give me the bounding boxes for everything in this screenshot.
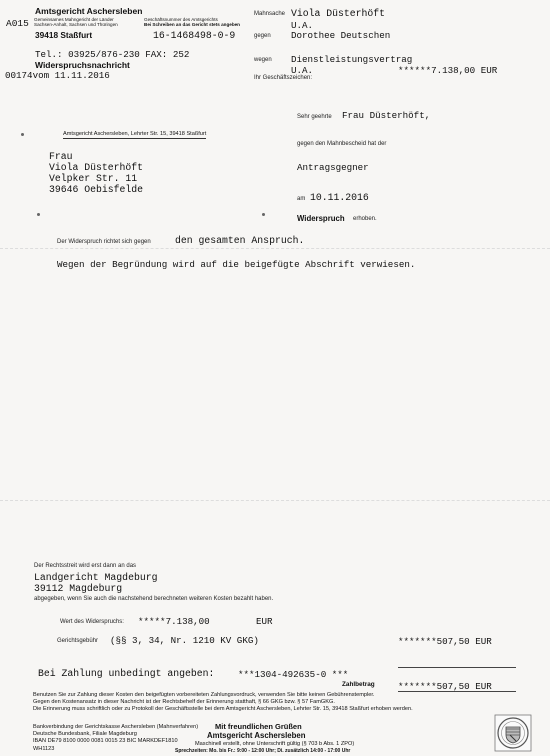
transfer-court-line-2: 39112 Magdeburg: [34, 583, 123, 594]
punch-mark: [262, 213, 265, 216]
case-number: 16-1468498-0-9: [153, 30, 236, 41]
punch-mark: [21, 133, 24, 136]
return-address: Amtsgericht Aschersleben, Lehrter Str. 15, 39418 Staßfurt: [63, 131, 207, 137]
office-hours: Sprechzeiten: Mo. bis Fr.: 9:00 - 12:00 Uhr; Di. zusätzlich 14:00 - 17:00 Uhr: [175, 748, 351, 754]
sender-phone: Tel.: 03925/876-230 FAX: 252: [35, 49, 190, 60]
form-id: WH1123: [33, 746, 55, 752]
reference-line: 00174vom 11.11.2016: [5, 70, 110, 81]
signer: Amtsgericht Aschersleben: [207, 731, 306, 740]
court-fee-amount: *******507,50 EUR: [398, 636, 492, 647]
claim-value-label: Wert des Widerspruchs:: [60, 619, 124, 625]
transfer-note: abgegeben, wenn Sie auch die nachstehend berechneten weiteren Kosten bezahlt haben.: [34, 596, 274, 602]
claim-subject: Dienstleistungsvertrag: [291, 54, 413, 65]
total-divider: [398, 667, 516, 668]
objection-reason: Wegen der Begründung wird auf die beigefügte Abschrift verwiesen.: [57, 259, 416, 270]
paper-fold: [0, 248, 550, 249]
objecting-party: Antragsgegner: [297, 162, 369, 173]
form-code: A015: [6, 18, 29, 29]
closing: Mit freundlichen Grüßen: [215, 722, 302, 731]
mahnsache-label: Mahnsache: [254, 11, 286, 17]
greeting-name: Frau Düsterhöft,: [342, 110, 431, 121]
sender-city: 39418 Staßfurt: [35, 30, 93, 40]
recipient-line-4: 39646 Oebisfelde: [49, 184, 144, 195]
sender-court-name: Amtsgericht Aschersleben: [35, 6, 143, 16]
court-fee-basis: (§§ 3, 34, Nr. 1210 KV GKG): [110, 635, 259, 646]
total-amount: *******507,50 EUR: [398, 681, 492, 692]
paper-fold: [0, 500, 550, 501]
your-reference-label: Ihr Geschäftszeichen:: [254, 75, 313, 81]
payment-reference-code: ***1304-492635-0 ***: [238, 669, 349, 680]
claim-value-amount: *****7.138,00: [138, 616, 210, 627]
sender-court-desc-2: Sachsen-Anhalt, Sachsen und Thüringen: [34, 22, 118, 27]
claim-amount: ******7.138,00 EUR: [398, 65, 498, 76]
fine-print-1: Benutzen Sie zur Zahlung dieser Kosten den beigefügten vorbereiteten Zahlungsvordruck, verwenden Sie bitte keinen Gebührenstempler.: [33, 692, 375, 698]
case-number-label: Geschäftsnummer des Amtsgerichts: [144, 17, 218, 22]
sender-court-desc-1: Gemeinsames Mahngericht der Länder: [34, 17, 114, 22]
claimant-ua: U.A.: [291, 20, 314, 31]
objection-date-label: am: [297, 196, 306, 202]
machine-note: Maschinell erstellt, ohne Unterschrift gültig (§ 703 b Abs. 1 ZPO): [195, 741, 355, 747]
wegen-label: wegen: [254, 57, 272, 63]
recipient-line-2: Viola Düsterhöft: [49, 162, 144, 173]
court-fee-label: Gerichtsgebühr: [57, 638, 99, 644]
bank-line-3: IBAN DE79 8100 0000 0081 0015 23 BIC MARKDEF1810: [33, 738, 178, 744]
court-seal-icon: [494, 714, 532, 752]
case-number-hint: Bei Schreiben an das Gericht stets angeben: [144, 22, 240, 27]
recipient-line-3: Velpker Str. 11: [49, 173, 138, 184]
gegen-label: gegen: [254, 33, 271, 39]
transfer-court-line-1: Landgericht Magdeburg: [34, 572, 158, 583]
transfer-intro: Der Rechtsstreit wird erst dann an das: [34, 563, 137, 569]
objection-date: 10.11.2016: [310, 192, 369, 203]
fine-print-3: Die Erinnerung muss schriftlich oder zu Protokoll der Geschäftsstelle bei dem Amtsgericht Aschersleben, Lehrter Str. 15, 39418 Staßfurt erhoben werden.: [33, 706, 413, 712]
claimant-name: Viola Düsterhöft: [291, 8, 386, 19]
objection-scope-label: Der Widerspruch richtet sich gegen: [57, 239, 151, 245]
bank-line-2: Deutsche Bundesbank, Filiale Magdeburg: [33, 731, 137, 737]
objection-scope: den gesamten Anspruch.: [175, 235, 305, 246]
greeting-label: Sehr geehrte: [297, 114, 332, 120]
bank-line-1: Bankverbindung der Gerichtskasse Aschersleben (Mahnverfahren): [33, 724, 199, 730]
fine-print-2: Gegen den Kostenansatz in dieser Nachricht ist der Rechtsbehelf der Erinnerung statthaft, § 66 GKG bzw. § 57 FamGKG.: [33, 699, 335, 705]
total-label: Zahlbetrag: [342, 681, 375, 688]
recipient-line-1: Frau: [49, 151, 73, 162]
payment-reference-label: Bei Zahlung unbedingt angeben:: [38, 668, 215, 679]
objection-against-label: gegen den Mahnbescheid hat der: [297, 141, 387, 147]
objection-raised: erhoben.: [353, 216, 377, 222]
doc-title: Widerspruchsnachricht: [35, 60, 130, 70]
claim-value-currency: EUR: [256, 616, 273, 627]
claim-subject-ua: U.A.: [291, 65, 314, 76]
objection-word: Widerspruch: [297, 214, 345, 223]
punch-mark: [37, 213, 40, 216]
respondent-name: Dorothee Deutschen: [291, 30, 391, 41]
total-underline: [398, 691, 516, 692]
